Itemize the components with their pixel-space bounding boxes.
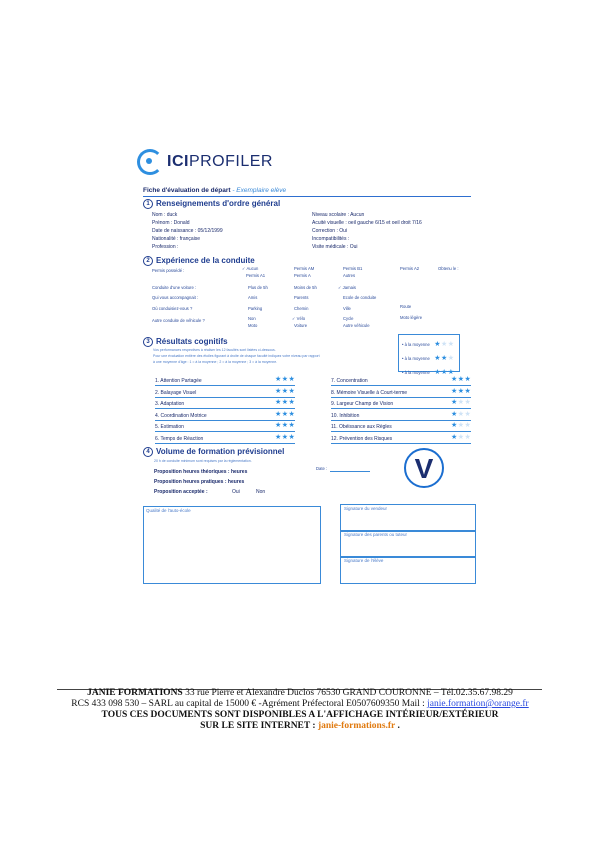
field-nationalite: Nationalité : française: [152, 236, 201, 242]
star-rating-icon: ★★★: [451, 399, 472, 406]
cognitive-item-label: 10. Inhibition: [331, 412, 360, 419]
opt-velo: ✓ Vélo: [292, 316, 306, 321]
cognitive-item-underline: [331, 420, 471, 421]
footer-site-link[interactable]: janie-formations.fr: [317, 721, 396, 731]
star-rating-icon: ★★★: [275, 387, 296, 395]
qualite-box[interactable]: [143, 506, 321, 584]
section3-intro-1: Vos performances respectives à réaliser les 12 facultés sont listées ci-dessous.: [153, 348, 276, 352]
title-divider: [143, 196, 471, 197]
section3-intro-3: à une moyenne d'âge : 1 = à la moyenne ; 2 = à la moyenne ; 3 = à la moyenne.: [153, 360, 278, 364]
section1-right: [312, 211, 422, 251]
signature-parents-label: Signature des parents ou tuteur: [344, 532, 408, 537]
opt-route: Route: [400, 304, 412, 309]
field-visite-medicale: Visite médicale : Oui: [312, 244, 358, 250]
opt-moto: Moto: [248, 323, 258, 328]
form-title: Fiche d'évaluation de départ - Exemplaire elève: [143, 187, 287, 194]
cognitive-item-underline: [331, 397, 471, 398]
opt-permis-am: Permis AM: [294, 266, 315, 271]
section4-intro-1: 20 h de conduite minimum sont requises par la réglementation.: [154, 459, 252, 463]
signature-eleve-label: Signature de l'élève: [344, 558, 384, 563]
section4-heading: 4 Volume de formation prévisionnel: [143, 447, 284, 457]
cognitive-item-label: 8. Mémoire Visuelle à Court-terme: [331, 389, 408, 396]
section1-left: [152, 211, 223, 251]
opt-cycle: Cycle: [343, 316, 354, 321]
opt-chemin: Chemin: [294, 306, 309, 311]
cognitive-item-label: 12. Prévention des Risques: [331, 435, 393, 442]
field-acuite: Acuité visuelle : oeil gauche 6/15 et oeil droit 7/16: [312, 220, 422, 226]
cognitive-item-label: 1. Attention Partagée: [155, 378, 202, 384]
section1-heading: 1 Renseignements d'ordre général: [143, 199, 280, 209]
footer: [55, 688, 545, 732]
opt-parking: Parking: [248, 306, 263, 311]
logo-text: ICIPROFILER: [167, 153, 273, 170]
cognitive-item-underline: [155, 385, 295, 386]
footer-line-3: TOUS CES DOCUMENTS SONT DISPONIBLES A L'AFFICHAGE INTÉRIEUR/EXTÉRIEUR: [101, 710, 499, 720]
cognitive-item-label: 4. Coordination Motrice: [155, 412, 207, 419]
field-nom: Nom : duck: [152, 212, 178, 218]
opt-parents: Parents: [294, 295, 309, 300]
prop-prat: Proposition heures pratiques : heures: [154, 479, 245, 485]
section3-heading: 3 Résultats cognitifs: [143, 337, 228, 347]
opt-ville: Ville: [343, 306, 351, 311]
cognitive-item-label: 6. Temps de Réaction: [155, 435, 204, 442]
star-rating-icon: ★★★: [451, 433, 472, 441]
cognitive-item-underline: [331, 431, 471, 432]
autre-label: Autre conduite de véhicule ?: [152, 318, 205, 323]
field-prenom: Prénom : Donald: [152, 220, 190, 226]
cognitive-item-underline: [331, 408, 471, 409]
cognitive-item-label: 5. Estimation: [155, 424, 184, 430]
cognitive-item-underline: [155, 443, 295, 444]
field-correction: Correction : Oui: [312, 228, 348, 234]
star-rating-icon: ★★★: [451, 410, 472, 418]
cognitive-item-underline: [155, 431, 295, 432]
star-rating-icon: ★★★: [451, 376, 472, 383]
opt-non: Non: [248, 316, 256, 321]
field-incompatibilites: Incompatibilités :: [312, 236, 350, 242]
star-rating-icon: ★★★: [275, 376, 296, 383]
opt-autres: Autres: [343, 273, 356, 278]
opt-permis-b1: Permis B1: [343, 266, 363, 271]
cognitive-item-underline: [155, 397, 295, 398]
opt-voiture: Voiture: [294, 323, 308, 328]
ou-label: Où conduisiez-vous ?: [152, 306, 193, 311]
prop-accept: Proposition acceptée :: [154, 489, 208, 495]
section3-intro-2: Pour une évaluation entière des étoiles figurant à droite de chaque faculté indiquez votre niveau par rapport: [153, 354, 320, 358]
cognitive-item-label: 9. Largeur Champ de Vision: [331, 401, 394, 407]
opt-obtenu-le: Obtenu le :: [438, 266, 459, 271]
date-line: [330, 471, 370, 472]
star-rating-icon: ★★★: [275, 410, 296, 418]
star-rating-icon: ★★★: [451, 387, 472, 395]
prop-theo: Proposition heures théoriques : heures: [154, 469, 248, 475]
permis-label: Permis possédé :: [152, 268, 185, 273]
field-date-naissance: Date de naissance : 05/12/1999: [152, 228, 223, 234]
footer-line-1: JANIE FORMATIONS 33 rue Pierre et Alexandre Duclos 76530 GRAND COURONNE – Tél.02.35.67.98.29: [87, 688, 513, 698]
iciprofiler-logo: [137, 143, 272, 177]
opt-ecole: Ecole de conduite: [343, 295, 377, 300]
cognitive-item-underline: [331, 443, 471, 444]
opt-moins-5h: Moins de 5h: [294, 285, 317, 290]
cognitive-item-label: 11. Obéissance aux Règles: [331, 424, 392, 430]
star-rating-icon: ★★★: [275, 422, 296, 429]
prop-oui[interactable]: Oui: [232, 489, 240, 495]
legend-row-3: • à la moyenne ★★★: [402, 369, 455, 376]
opt-permis-a1: Permis A1: [246, 273, 266, 278]
footer-mail-link[interactable]: janie.formation@orange.fr: [427, 699, 529, 709]
star-rating-icon: ★★★: [275, 433, 296, 441]
footer-line-4: SUR LE SITE INTERNET : janie-formations.fr .: [200, 721, 400, 731]
opt-plus-5h: Plus de 5h: [248, 285, 268, 290]
opt-permis-a2: Permis A2: [400, 266, 420, 271]
signature-vendeur-label: Signature du vendeur: [344, 506, 388, 511]
opt-aucun: ✓ Aucun: [242, 266, 259, 271]
cognitive-item-underline: [155, 420, 295, 421]
opt-amis: Amis: [248, 295, 258, 300]
accomp-label: Qui vous accompagnait :: [152, 295, 199, 300]
section4-date: Date :: [316, 466, 328, 471]
cognitive-item-underline: [155, 408, 295, 409]
v-badge-icon: V: [404, 448, 444, 488]
field-profession: Profession :: [152, 244, 179, 250]
opt-autre-vehicule: Autre véhicule: [343, 323, 370, 328]
opt-permis-a: Permis A: [294, 273, 311, 278]
prop-non[interactable]: Non: [256, 489, 266, 495]
cognitive-item-label: 2. Balayage Visuel: [155, 389, 197, 396]
logo-dot-icon: [146, 158, 152, 164]
cognitive-item-label: 7. Concentration: [331, 378, 368, 384]
stars-legend: [402, 336, 455, 378]
cognitive-item-underline: [331, 385, 471, 386]
footer-line-2: RCS 433 098 530 – SARL au capital de 15000 € -Agrément Préfectoral E0507609350 Mail : janie.formation@orange.fr: [71, 699, 529, 709]
voiture-label: Conduite d'une voiture :: [152, 285, 197, 290]
opt-moto-legere: Moto légère: [400, 315, 423, 320]
opt-jamais: ✓ Jamais: [338, 285, 356, 290]
star-rating-icon: ★★★: [451, 422, 472, 429]
qualite-box-title: Qualité de l'auto-école: [146, 508, 191, 513]
star-rating-icon: ★★★: [275, 399, 296, 406]
section2-heading: 2 Expérience de la conduite: [143, 256, 255, 266]
cognitive-item-label: 3. Adaptation: [155, 401, 185, 407]
legend-row-2: • à la moyenne ★★★: [402, 355, 455, 362]
legend-row-1: • à la moyenne ★★★: [402, 341, 455, 348]
field-niveau-scolaire: Niveau scolaire : Aucun: [312, 212, 365, 218]
